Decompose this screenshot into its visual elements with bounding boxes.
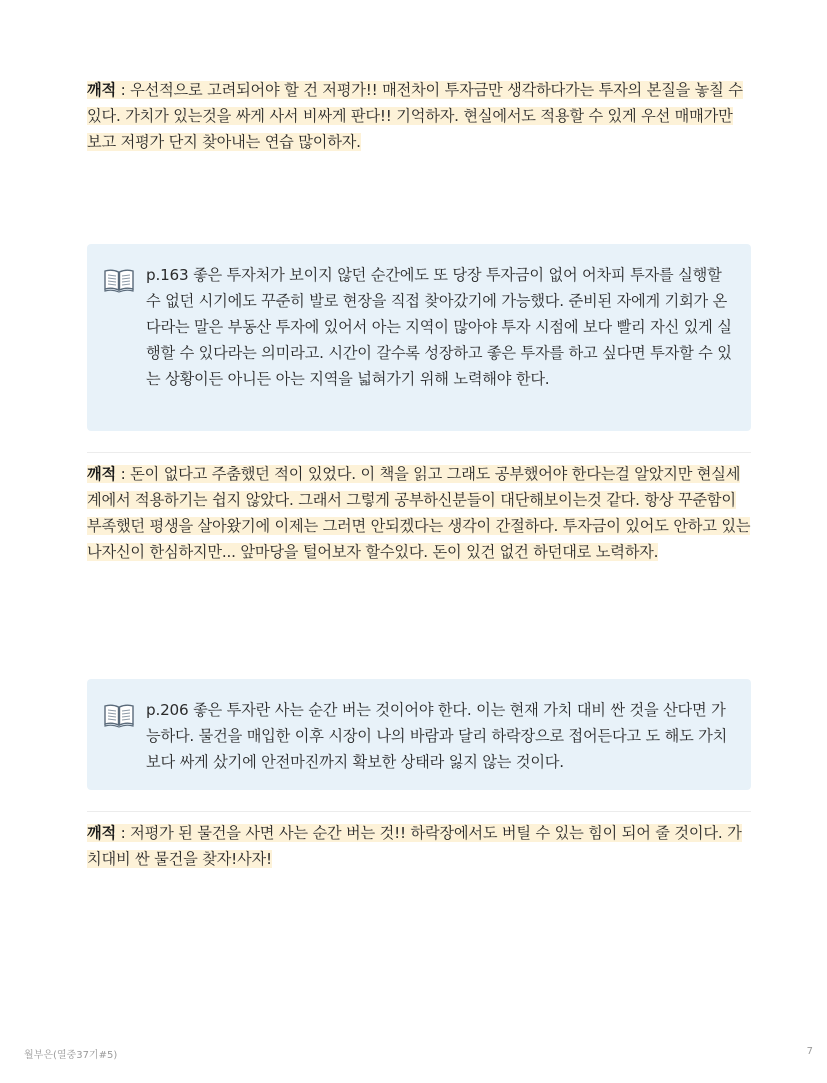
reflection-note-1 <box>87 77 751 155</box>
reflection-lead: 깨적 <box>87 465 116 483</box>
reflection-lead: 깨적 <box>87 824 116 842</box>
reflection-separator: : <box>115 81 131 99</box>
reflection-separator: : <box>115 824 131 842</box>
reflection-note-3 <box>87 820 751 872</box>
reflection-text: 저평가 된 물건을 사면 사는 순간 버는 것!! 하락장에서도 버틸 수 있는 힘이 되어 줄 것이다. 가치대비 싼 물건을 찾자!사자! <box>87 824 742 868</box>
reflection-text: 우선적으로 고려되어야 할 건 저평가!! 매전차이 투자금만 생각하다가는 투자의 본질을 놓칠 수 있다. 가치가 있는것을 싸게 사서 비싸게 판다!! 기억하자. 현실에서도 적용할 수 있게 우선 매매가만 보고 저평가 단지 찾아내는 연습 많이하자. <box>87 81 743 151</box>
reflection-lead: 깨적 <box>87 81 116 99</box>
section-divider <box>87 452 751 453</box>
reflection-separator: : <box>115 465 131 483</box>
open-book-icon <box>103 266 135 294</box>
reflection-text: 돈이 없다고 주춤했던 적이 있었다. 이 책을 읽고 그래도 공부했어야 한다는걸 알았지만 현실세계에서 적용하기는 쉽지 않았다. 그래서 그렇게 공부하신분들이 대단해보이는것 같다. 항상 꾸준함이 부족했던 평생을 살아왔기에 이제는 그러면 안되겠다는 생각이 간절하다. 투자금이 있어도 안하고 있는 나자신이 한심하지만... 앞마당을 털어보자 할수있다. 돈이 있건 없건 하던대로 노력하자. <box>87 465 751 561</box>
book-quote-text: p.163 좋은 투자처가 보이지 않던 순간에도 또 당장 투자금이 없어 어차피 투자를 실행할 수 없던 시기에도 꾸준히 발로 현장을 직접 찾아갔기에 가능했다. 준비된 자에게 기회가 온다라는 말은 부동산 투자에 있어서 아는 지역이 많아야 투자 시점에 보다 빨리 자신 있게 실행할 수 있다라는 의미라고. 시간이 갈수록 성장하고 좋은 투자를 하고 싶다면 투자할 수 있는 상황이든 아니든 아는 지역을 넓혀가기 위해 노력해야 한다. <box>146 266 732 388</box>
page-number: 7 <box>806 1046 813 1057</box>
section-divider <box>87 811 751 812</box>
book-quote-callout-2 <box>87 679 751 790</box>
footer-author: 월부은(열중37기#5) <box>24 1050 118 1061</box>
book-quote-callout-1 <box>87 244 751 431</box>
book-quote-text: p.206 좋은 투자란 사는 순간 버는 것이어야 한다. 이는 현재 가치 대비 싼 것을 산다면 가능하다. 물건을 매입한 이후 시장이 나의 바람과 달리 하락장으로 접어든다고 도 해도 가치보다 싸게 샀기에 안전마진까지 확보한 상태라 잃지 않는 것이다. <box>146 701 728 771</box>
reflection-note-2 <box>87 461 751 565</box>
open-book-icon <box>103 701 135 729</box>
